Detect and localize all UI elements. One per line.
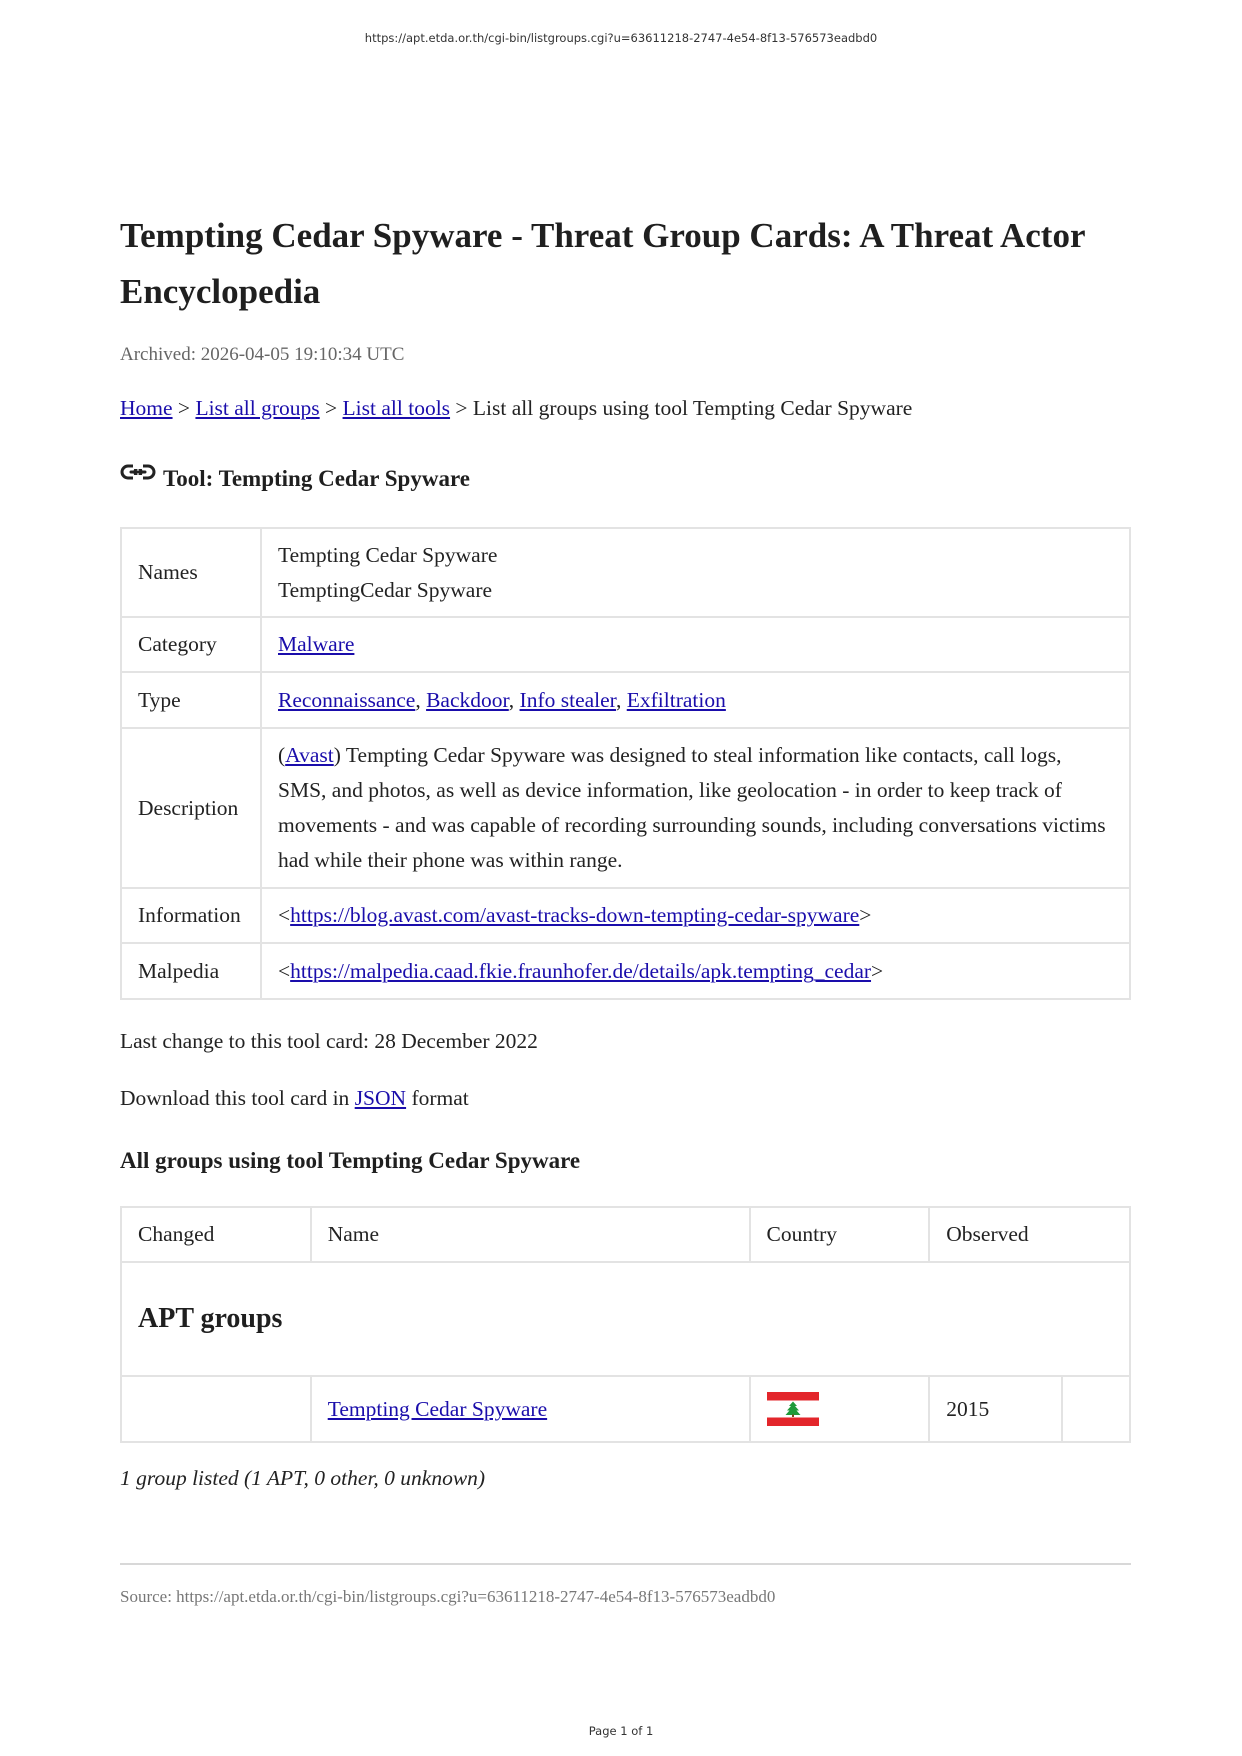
malpedia-value [261,943,1130,999]
breadcrumb-list-tools-link[interactable]: List all tools [342,396,451,420]
json-download-link[interactable]: JSON [354,1086,407,1110]
breadcrumb-home-link[interactable]: Home [120,396,173,420]
table-row [121,1376,1130,1442]
apt-groups-heading: APT groups [121,1262,1130,1376]
description-value [261,728,1130,888]
column-header-country: Country [750,1207,930,1262]
bracket-open: < [278,958,291,983]
type-separator: , [615,687,627,712]
download-prefix: Download this tool card in [120,1086,355,1110]
breadcrumb-current: > List all groups using tool Tempting Cedar Spyware [450,396,913,420]
name-entry: TemptingCedar Spyware [278,577,493,602]
description-source-link[interactable]: Avast [285,743,334,767]
archived-timestamp: Archived: 2026-04-05 19:10:34 UTC [120,344,405,365]
name-entry: Tempting Cedar Spyware [278,542,498,567]
tool-heading [120,466,470,492]
groups-heading: All groups using tool Tempting Cedar Spyware [120,1148,581,1173]
group-name-cell [311,1376,750,1442]
category-value [261,617,1130,672]
type-value [261,672,1130,728]
groups-table [120,1206,1131,1443]
extra-cell [1062,1376,1130,1442]
names-label: Names [121,528,261,617]
table-row [121,888,1130,943]
lebanon-flag-icon [767,1392,819,1426]
table-row [121,728,1130,888]
type-separator: , [508,687,520,712]
section-row [121,1262,1130,1376]
divider [120,1563,1131,1565]
malpedia-label: Malpedia [121,943,261,999]
information-value [261,888,1130,943]
source-url: Source: https://apt.etda.or.th/cgi-bin/listgroups.cgi?u=63611218-2747-4e54-8f13-576573eadbd0 [120,1587,776,1606]
type-link-exfiltration[interactable]: Exfiltration [626,687,726,712]
table-row [121,672,1130,728]
names-value [261,528,1130,617]
table-row [121,943,1130,999]
page-title: Tempting Cedar Spyware - Threat Group Cards: A Threat Actor Encyclopedia [120,216,1085,311]
information-link[interactable]: https://blog.avast.com/avast-tracks-down-tempting-cedar-spyware [290,903,860,927]
download-suffix: format [406,1086,469,1110]
column-header-changed: Changed [121,1207,311,1262]
type-link-info-stealer[interactable]: Info stealer [519,687,616,712]
breadcrumb-list-groups-link[interactable]: List all groups [195,396,320,420]
bracket-close: > [859,903,872,927]
description-label: Description [121,728,261,888]
type-label: Type [121,672,261,728]
breadcrumb-separator: > [172,396,196,420]
column-header-name: Name [311,1207,750,1262]
type-link-backdoor[interactable]: Backdoor [426,687,509,712]
table-row [121,528,1130,617]
type-separator: , [415,687,427,712]
page-number: Page 1 of 1 [588,1724,654,1738]
print-header-url: https://apt.etda.or.th/cgi-bin/listgroups.cgi?u=63611218-2747-4e54-8f13-576573eadbd0 [364,31,878,45]
changed-cell [121,1376,311,1442]
group-link[interactable]: Tempting Cedar Spyware [327,1396,548,1421]
bracket-open: < [278,903,291,927]
category-label: Category [121,617,261,672]
groups-summary: 1 group listed (1 APT, 0 other, 0 unknown) [120,1466,486,1490]
breadcrumb [120,396,912,421]
table-row [121,617,1130,672]
download-line [120,1086,469,1111]
category-link[interactable]: Malware [278,632,355,656]
malpedia-link[interactable]: https://malpedia.caad.fkie.fraunhofer.de/details/apk.tempting_cedar [290,958,872,983]
description-paren: ( [278,743,286,767]
breadcrumb-separator: > [319,396,343,420]
last-change-text: Last change to this tool card: 28 December 2022 [120,1029,538,1053]
information-label: Information [121,888,261,943]
bracket-close: > [871,958,884,983]
tool-heading-text: Tool: Tempting Cedar Spyware [163,466,470,491]
table-header-row [121,1207,1130,1262]
description-text: ) Tempting Cedar Spyware was designed to steal information like contacts, call logs, SMS, and photos, as well as device information, like geolocation - in order to keep track of movements - and was capable of recording surrounding sounds, including conversations victims had while their phone was within range. [278,743,1106,872]
observed-cell: 2015 [929,1376,1062,1442]
tool-card-table [120,527,1131,1000]
country-cell [750,1376,930,1442]
link-icon [120,462,156,486]
column-header-observed: Observed [929,1207,1130,1262]
type-link-reconnaissance[interactable]: Reconnaissance [278,687,416,712]
